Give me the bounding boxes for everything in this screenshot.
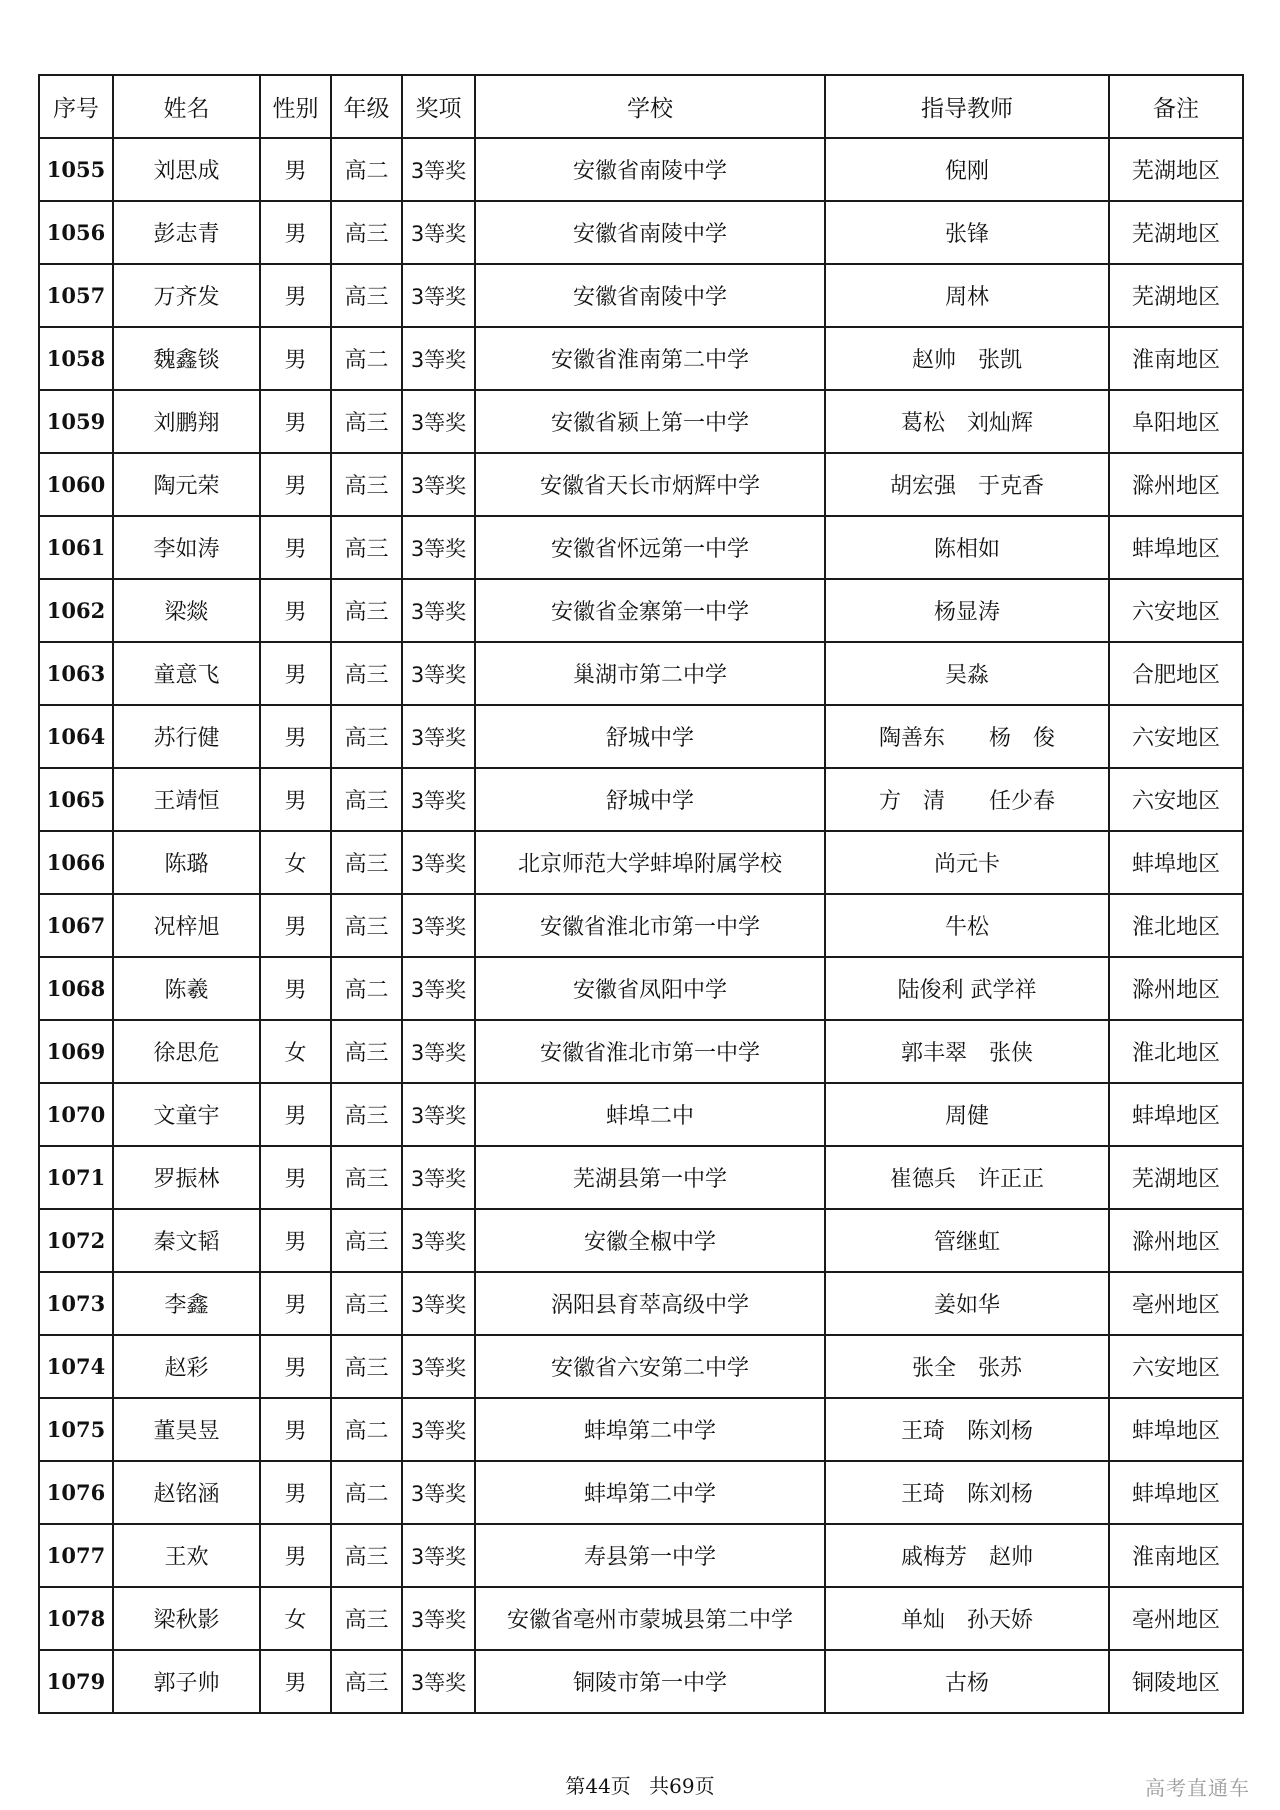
cell-school: 安徽省怀远第一中学 [475, 516, 825, 579]
cell-teacher: 周林 [825, 264, 1109, 327]
header-award: 奖项 [402, 75, 475, 138]
cell-name: 苏行健 [113, 705, 260, 768]
cell-award: 3等奖 [402, 390, 475, 453]
cell-teacher: 王琦 陈刘杨 [825, 1461, 1109, 1524]
cell-gender: 男 [260, 1146, 331, 1209]
cell-school: 安徽省南陵中学 [475, 264, 825, 327]
cell-name: 赵彩 [113, 1335, 260, 1398]
cell-index: 1065 [39, 768, 113, 831]
cell-remark: 六安地区 [1109, 705, 1243, 768]
cell-gender: 女 [260, 831, 331, 894]
cell-award: 3等奖 [402, 1209, 475, 1272]
cell-gender: 男 [260, 264, 331, 327]
cell-grade: 高三 [331, 390, 402, 453]
cell-index: 1072 [39, 1209, 113, 1272]
header-gender: 性别 [260, 75, 331, 138]
table-row [39, 138, 1243, 201]
cell-award: 3等奖 [402, 957, 475, 1020]
cell-school: 北京师范大学蚌埠附属学校 [475, 831, 825, 894]
cell-name: 秦文韬 [113, 1209, 260, 1272]
cell-remark: 淮北地区 [1109, 894, 1243, 957]
cell-index: 1069 [39, 1020, 113, 1083]
cell-remark: 芜湖地区 [1109, 264, 1243, 327]
cell-grade: 高三 [331, 1209, 402, 1272]
cell-teacher: 张全 张苏 [825, 1335, 1109, 1398]
cell-name: 况梓旭 [113, 894, 260, 957]
cell-school: 蚌埠第二中学 [475, 1398, 825, 1461]
cell-grade: 高三 [331, 1020, 402, 1083]
table-row [39, 957, 1243, 1020]
cell-remark: 铜陵地区 [1109, 1650, 1243, 1713]
cell-index: 1058 [39, 327, 113, 390]
cell-remark: 亳州地区 [1109, 1272, 1243, 1335]
cell-grade: 高三 [331, 1650, 402, 1713]
cell-school: 蚌埠第二中学 [475, 1461, 825, 1524]
cell-teacher: 姜如华 [825, 1272, 1109, 1335]
cell-index: 1056 [39, 201, 113, 264]
cell-school: 舒城中学 [475, 705, 825, 768]
cell-grade: 高三 [331, 264, 402, 327]
cell-teacher: 方 清 任少春 [825, 768, 1109, 831]
table-row [39, 1398, 1243, 1461]
cell-award: 3等奖 [402, 138, 475, 201]
table-row [39, 390, 1243, 453]
cell-award: 3等奖 [402, 201, 475, 264]
cell-index: 1078 [39, 1587, 113, 1650]
cell-award: 3等奖 [402, 453, 475, 516]
cell-award: 3等奖 [402, 516, 475, 579]
cell-remark: 蚌埠地区 [1109, 1083, 1243, 1146]
cell-teacher: 赵帅 张凯 [825, 327, 1109, 390]
cell-remark: 阜阳地区 [1109, 390, 1243, 453]
cell-grade: 高三 [331, 1335, 402, 1398]
table-row [39, 264, 1243, 327]
cell-remark: 蚌埠地区 [1109, 831, 1243, 894]
cell-remark: 蚌埠地区 [1109, 1461, 1243, 1524]
cell-remark: 六安地区 [1109, 1335, 1243, 1398]
cell-remark: 亳州地区 [1109, 1587, 1243, 1650]
table-row [39, 516, 1243, 579]
table-row [39, 1209, 1243, 1272]
cell-teacher: 胡宏强 于克香 [825, 453, 1109, 516]
cell-award: 3等奖 [402, 579, 475, 642]
cell-gender: 男 [260, 453, 331, 516]
cell-grade: 高三 [331, 453, 402, 516]
cell-school: 芜湖县第一中学 [475, 1146, 825, 1209]
cell-grade: 高三 [331, 705, 402, 768]
cell-school: 蚌埠二中 [475, 1083, 825, 1146]
cell-grade: 高三 [331, 1524, 402, 1587]
table-row [39, 894, 1243, 957]
cell-gender: 男 [260, 579, 331, 642]
cell-teacher: 吴淼 [825, 642, 1109, 705]
cell-school: 安徽省淮南第二中学 [475, 327, 825, 390]
cell-name: 李鑫 [113, 1272, 260, 1335]
cell-remark: 滁州地区 [1109, 453, 1243, 516]
cell-award: 3等奖 [402, 705, 475, 768]
cell-name: 陈羲 [113, 957, 260, 1020]
cell-gender: 男 [260, 201, 331, 264]
cell-award: 3等奖 [402, 831, 475, 894]
cell-award: 3等奖 [402, 768, 475, 831]
cell-index: 1062 [39, 579, 113, 642]
table-row [39, 1335, 1243, 1398]
cell-index: 1077 [39, 1524, 113, 1587]
cell-award: 3等奖 [402, 264, 475, 327]
table-header-row [39, 75, 1243, 138]
cell-remark: 六安地区 [1109, 579, 1243, 642]
table-row [39, 1524, 1243, 1587]
cell-award: 3等奖 [402, 642, 475, 705]
cell-gender: 男 [260, 1209, 331, 1272]
cell-grade: 高三 [331, 201, 402, 264]
cell-gender: 男 [260, 1335, 331, 1398]
cell-award: 3等奖 [402, 1524, 475, 1587]
header-school: 学校 [475, 75, 825, 138]
table-row [39, 1020, 1243, 1083]
table-row [39, 1587, 1243, 1650]
cell-award: 3等奖 [402, 1587, 475, 1650]
cell-name: 徐思危 [113, 1020, 260, 1083]
cell-index: 1073 [39, 1272, 113, 1335]
cell-school: 铜陵市第一中学 [475, 1650, 825, 1713]
cell-teacher: 陆俊利 武学祥 [825, 957, 1109, 1020]
cell-teacher: 陈相如 [825, 516, 1109, 579]
cell-gender: 男 [260, 705, 331, 768]
cell-remark: 滁州地区 [1109, 1209, 1243, 1272]
cell-grade: 高二 [331, 138, 402, 201]
cell-gender: 男 [260, 1650, 331, 1713]
cell-teacher: 管继虹 [825, 1209, 1109, 1272]
table-row [39, 1272, 1243, 1335]
cell-award: 3等奖 [402, 327, 475, 390]
cell-award: 3等奖 [402, 1083, 475, 1146]
award-table [38, 74, 1244, 1714]
cell-teacher: 郭丰翠 张侠 [825, 1020, 1109, 1083]
cell-index: 1057 [39, 264, 113, 327]
cell-teacher: 崔德兵 许正正 [825, 1146, 1109, 1209]
cell-school: 安徽省凤阳中学 [475, 957, 825, 1020]
cell-award: 3等奖 [402, 1272, 475, 1335]
cell-school: 安徽省天长市炳辉中学 [475, 453, 825, 516]
cell-school: 安徽省南陵中学 [475, 201, 825, 264]
table-row [39, 1461, 1243, 1524]
cell-remark: 蚌埠地区 [1109, 516, 1243, 579]
table-row [39, 453, 1243, 516]
cell-teacher: 王琦 陈刘杨 [825, 1398, 1109, 1461]
cell-name: 陈璐 [113, 831, 260, 894]
cell-remark: 芜湖地区 [1109, 138, 1243, 201]
table-row [39, 642, 1243, 705]
header-index: 序号 [39, 75, 113, 138]
cell-name: 魏鑫锬 [113, 327, 260, 390]
cell-index: 1068 [39, 957, 113, 1020]
cell-remark: 淮南地区 [1109, 327, 1243, 390]
cell-award: 3等奖 [402, 1335, 475, 1398]
cell-name: 文童宇 [113, 1083, 260, 1146]
cell-name: 梁燚 [113, 579, 260, 642]
cell-name: 彭志青 [113, 201, 260, 264]
cell-grade: 高三 [331, 579, 402, 642]
cell-gender: 男 [260, 1272, 331, 1335]
cell-award: 3等奖 [402, 1146, 475, 1209]
cell-index: 1071 [39, 1146, 113, 1209]
cell-gender: 男 [260, 1461, 331, 1524]
cell-teacher: 古杨 [825, 1650, 1109, 1713]
table-row [39, 1146, 1243, 1209]
header-grade: 年级 [331, 75, 402, 138]
cell-award: 3等奖 [402, 1398, 475, 1461]
cell-school: 安徽省淮北市第一中学 [475, 894, 825, 957]
cell-gender: 男 [260, 768, 331, 831]
cell-grade: 高三 [331, 831, 402, 894]
header-remark: 备注 [1109, 75, 1243, 138]
cell-index: 1063 [39, 642, 113, 705]
cell-remark: 芜湖地区 [1109, 1146, 1243, 1209]
cell-school: 安徽全椒中学 [475, 1209, 825, 1272]
cell-index: 1075 [39, 1398, 113, 1461]
cell-index: 1060 [39, 453, 113, 516]
cell-remark: 淮北地区 [1109, 1020, 1243, 1083]
cell-teacher: 杨显涛 [825, 579, 1109, 642]
cell-grade: 高三 [331, 516, 402, 579]
table-row [39, 1083, 1243, 1146]
cell-school: 安徽省金寨第一中学 [475, 579, 825, 642]
cell-gender: 男 [260, 1398, 331, 1461]
cell-teacher: 陶善东 杨 俊 [825, 705, 1109, 768]
cell-grade: 高二 [331, 1461, 402, 1524]
cell-remark: 六安地区 [1109, 768, 1243, 831]
cell-grade: 高三 [331, 768, 402, 831]
table-row [39, 327, 1243, 390]
cell-gender: 男 [260, 894, 331, 957]
cell-teacher: 牛松 [825, 894, 1109, 957]
cell-gender: 女 [260, 1587, 331, 1650]
cell-remark: 合肥地区 [1109, 642, 1243, 705]
cell-teacher: 尚元卡 [825, 831, 1109, 894]
table-row [39, 1650, 1243, 1713]
cell-name: 万齐发 [113, 264, 260, 327]
cell-grade: 高二 [331, 957, 402, 1020]
cell-school: 安徽省亳州市蒙城县第二中学 [475, 1587, 825, 1650]
cell-grade: 高三 [331, 1272, 402, 1335]
cell-name: 童意飞 [113, 642, 260, 705]
cell-grade: 高三 [331, 1083, 402, 1146]
cell-remark: 淮南地区 [1109, 1524, 1243, 1587]
cell-index: 1079 [39, 1650, 113, 1713]
cell-remark: 蚌埠地区 [1109, 1398, 1243, 1461]
cell-remark: 芜湖地区 [1109, 201, 1243, 264]
cell-name: 罗振林 [113, 1146, 260, 1209]
cell-teacher: 倪刚 [825, 138, 1109, 201]
cell-grade: 高三 [331, 642, 402, 705]
cell-grade: 高二 [331, 327, 402, 390]
cell-award: 3等奖 [402, 1461, 475, 1524]
table-row [39, 768, 1243, 831]
cell-school: 巢湖市第二中学 [475, 642, 825, 705]
cell-gender: 男 [260, 327, 331, 390]
cell-name: 李如涛 [113, 516, 260, 579]
cell-grade: 高三 [331, 1587, 402, 1650]
page-total: 共69页 [649, 1774, 715, 1798]
cell-index: 1055 [39, 138, 113, 201]
watermark: 高考直通车 [1145, 1776, 1250, 1800]
award-table-container [38, 74, 1242, 1714]
cell-school: 寿县第一中学 [475, 1524, 825, 1587]
cell-gender: 男 [260, 1524, 331, 1587]
table-body [39, 138, 1243, 1713]
cell-gender: 男 [260, 390, 331, 453]
cell-index: 1064 [39, 705, 113, 768]
cell-name: 陶元荣 [113, 453, 260, 516]
cell-school: 安徽省六安第二中学 [475, 1335, 825, 1398]
cell-grade: 高三 [331, 1146, 402, 1209]
cell-name: 赵铭涵 [113, 1461, 260, 1524]
cell-name: 王欢 [113, 1524, 260, 1587]
cell-gender: 男 [260, 1083, 331, 1146]
cell-teacher: 周健 [825, 1083, 1109, 1146]
cell-index: 1066 [39, 831, 113, 894]
cell-school: 安徽省淮北市第一中学 [475, 1020, 825, 1083]
cell-grade: 高二 [331, 1398, 402, 1461]
cell-remark: 滁州地区 [1109, 957, 1243, 1020]
table-row [39, 705, 1243, 768]
cell-index: 1059 [39, 390, 113, 453]
header-name: 姓名 [113, 75, 260, 138]
cell-award: 3等奖 [402, 1020, 475, 1083]
cell-school: 安徽省颍上第一中学 [475, 390, 825, 453]
cell-award: 3等奖 [402, 894, 475, 957]
cell-gender: 男 [260, 516, 331, 579]
cell-name: 刘思成 [113, 138, 260, 201]
cell-gender: 男 [260, 138, 331, 201]
cell-school: 舒城中学 [475, 768, 825, 831]
cell-index: 1067 [39, 894, 113, 957]
cell-school: 安徽省南陵中学 [475, 138, 825, 201]
cell-name: 董昊昱 [113, 1398, 260, 1461]
cell-gender: 女 [260, 1020, 331, 1083]
cell-index: 1076 [39, 1461, 113, 1524]
cell-name: 王靖恒 [113, 768, 260, 831]
cell-teacher: 葛松 刘灿辉 [825, 390, 1109, 453]
cell-gender: 男 [260, 642, 331, 705]
cell-index: 1070 [39, 1083, 113, 1146]
cell-name: 刘鹏翔 [113, 390, 260, 453]
cell-name: 梁秋影 [113, 1587, 260, 1650]
page-current: 第44页 [565, 1774, 631, 1798]
cell-award: 3等奖 [402, 1650, 475, 1713]
cell-name: 郭子帅 [113, 1650, 260, 1713]
cell-index: 1061 [39, 516, 113, 579]
cell-teacher: 张锋 [825, 201, 1109, 264]
cell-index: 1074 [39, 1335, 113, 1398]
table-row [39, 831, 1243, 894]
table-row [39, 201, 1243, 264]
cell-teacher: 戚梅芳 赵帅 [825, 1524, 1109, 1587]
cell-teacher: 单灿 孙天娇 [825, 1587, 1109, 1650]
page-footer [0, 1770, 1280, 1799]
header-teacher: 指导教师 [825, 75, 1109, 138]
cell-grade: 高三 [331, 894, 402, 957]
table-row [39, 579, 1243, 642]
cell-school: 涡阳县育萃高级中学 [475, 1272, 825, 1335]
cell-gender: 男 [260, 957, 331, 1020]
